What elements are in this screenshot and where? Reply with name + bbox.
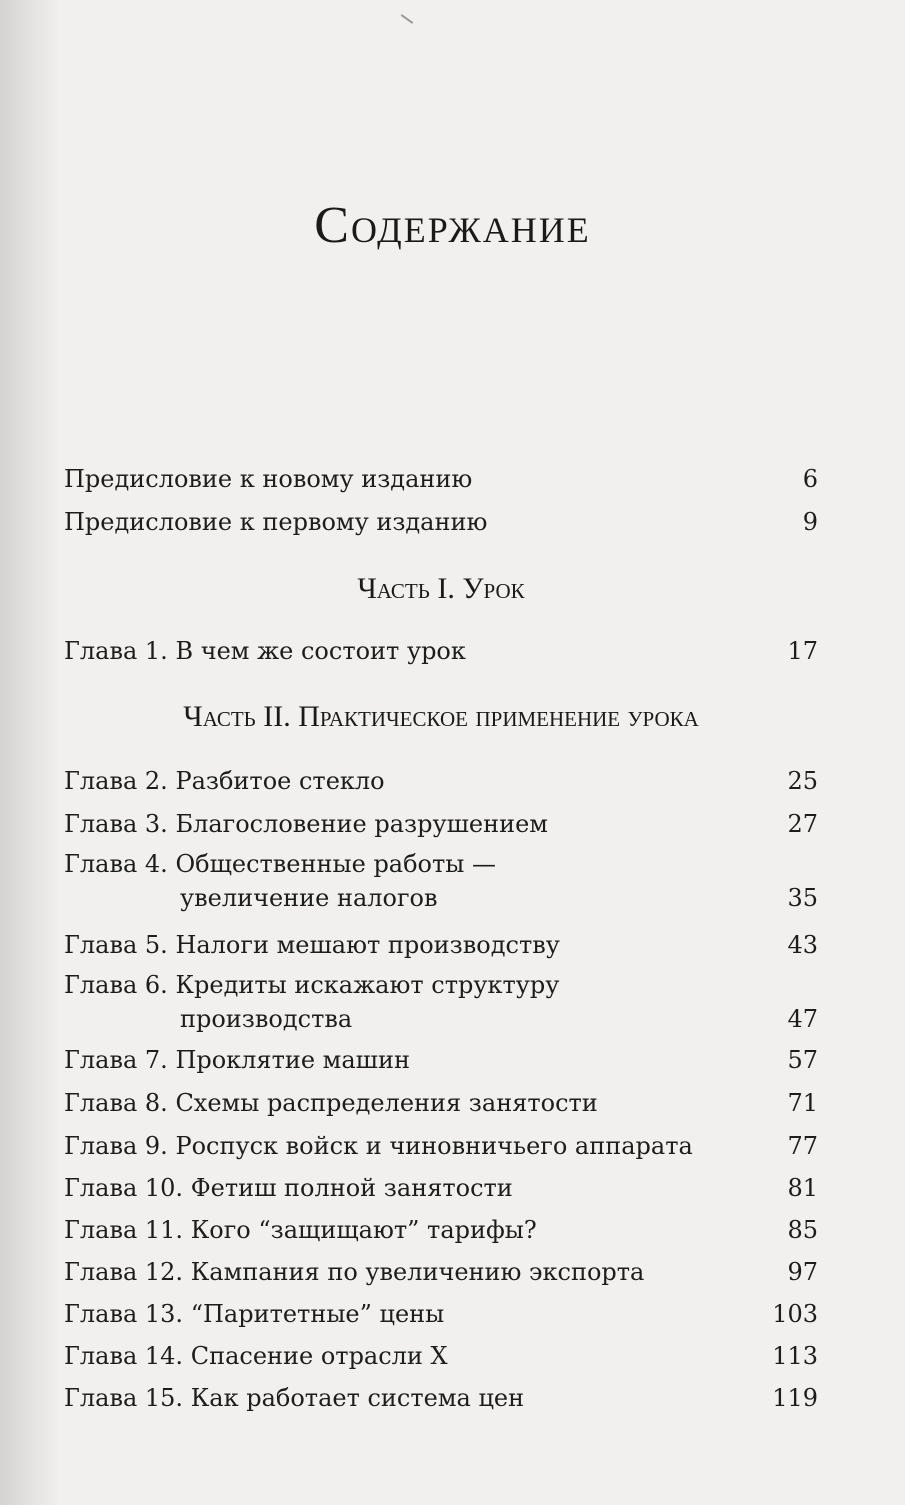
- chapter-number: Глава 6.: [64, 971, 168, 999]
- chapter-number: Глава 4.: [64, 850, 168, 878]
- chapter-title-continuation: производства: [180, 1005, 353, 1033]
- toc-entry-chapter-5: [64, 928, 818, 962]
- toc-entry-chapter-2: [64, 764, 818, 798]
- toc-entry-page: 35: [787, 884, 818, 912]
- chapter-title: Кого “защищают” тарифы?: [190, 1216, 537, 1244]
- toc-entry-title: Предисловие к новому изданию: [64, 465, 473, 493]
- toc-entry-page: 71: [787, 1089, 818, 1117]
- toc-entry-page: 77: [787, 1132, 818, 1160]
- page-mark: [401, 14, 414, 24]
- toc-entry-chapter-14: [64, 1339, 818, 1373]
- chapter-number: Глава 1.: [64, 637, 168, 665]
- chapter-title: Налоги мешают производству: [175, 931, 560, 959]
- chapter-title: Разбитое стекло: [175, 767, 385, 795]
- part-heading-1: Часть I. Урок: [357, 572, 525, 605]
- toc-entry-page: 119: [772, 1384, 818, 1412]
- chapter-number: Глава 3.: [64, 810, 168, 838]
- toc-entry-page: 25: [787, 767, 818, 795]
- toc-entry-chapter-4: [64, 847, 818, 915]
- chapter-number: Глава 8.: [64, 1089, 168, 1117]
- toc-entry-page: 9: [802, 508, 818, 536]
- chapter-title: “Паритетные” цены: [190, 1300, 445, 1328]
- toc-entry-chapter-9: [64, 1129, 818, 1163]
- chapter-number: Глава 14.: [64, 1342, 184, 1370]
- toc-entry-title: Предисловие к первому изданию: [64, 508, 488, 536]
- toc-entry-chapter-12: [64, 1255, 818, 1289]
- chapter-title: Общественные работы —: [175, 850, 497, 878]
- chapter-title-continuation: увеличение налогов: [180, 884, 438, 912]
- toc-entry-page: 17: [787, 637, 818, 665]
- toc-entry-preface-new: [64, 462, 818, 496]
- chapter-number: Глава 2.: [64, 767, 168, 795]
- chapter-title: Роспуск войск и чиновничьего аппарата: [175, 1132, 693, 1160]
- toc-entry-chapter-8: [64, 1086, 818, 1120]
- toc-entry-page: 47: [787, 1005, 818, 1033]
- chapter-title: Кредиты искажают структуру: [175, 971, 560, 999]
- chapter-number: Глава 11.: [64, 1216, 184, 1244]
- chapter-number: Глава 5.: [64, 931, 168, 959]
- toc-entry-chapter-6: [64, 968, 818, 1036]
- toc-entry-chapter-7: [64, 1043, 818, 1077]
- toc-entry-chapter-3: [64, 807, 818, 841]
- toc-entry-page: 57: [787, 1046, 818, 1074]
- chapter-title: Проклятие машин: [175, 1046, 410, 1074]
- chapter-title: В чем же состоит урок: [175, 637, 466, 665]
- chapter-number: Глава 15.: [64, 1384, 184, 1412]
- chapter-number: Глава 7.: [64, 1046, 168, 1074]
- toc-entry-chapter-1: [64, 634, 818, 668]
- toc-entry-chapter-10: [64, 1171, 818, 1205]
- chapter-number: Глава 9.: [64, 1132, 168, 1160]
- toc-entry-page: 97: [787, 1258, 818, 1286]
- chapter-number: Глава 12.: [64, 1258, 184, 1286]
- toc-entry-page: 27: [787, 810, 818, 838]
- toc-entry-page: 81: [787, 1174, 818, 1202]
- chapter-title: Кампания по увеличению экспорта: [190, 1258, 645, 1286]
- toc-entry-page: 113: [772, 1342, 818, 1370]
- chapter-title: Схемы распределения занятости: [175, 1089, 598, 1117]
- chapter-title: Фетиш полной занятости: [190, 1174, 513, 1202]
- toc-entry-chapter-11: [64, 1213, 818, 1247]
- toc-entry-page: 103: [772, 1300, 818, 1328]
- chapter-title: Спасение отрасли X: [190, 1342, 448, 1370]
- part-heading-2: Часть II. Практическое применение урока: [183, 700, 699, 733]
- toc-entry-page: 43: [787, 931, 818, 959]
- chapter-title: Как работает система цен: [190, 1384, 525, 1412]
- toc-entry-chapter-13: [64, 1297, 818, 1331]
- chapter-number: Глава 13.: [64, 1300, 184, 1328]
- toc-entry-page: 85: [787, 1216, 818, 1244]
- chapter-title: Благословение разрушением: [175, 810, 548, 838]
- toc-entry-page: 6: [802, 465, 818, 493]
- toc-entry-preface-first: [64, 505, 818, 539]
- page-title: Содержание: [314, 197, 591, 254]
- chapter-number: Глава 10.: [64, 1174, 184, 1202]
- toc-entry-chapter-15: [64, 1381, 818, 1415]
